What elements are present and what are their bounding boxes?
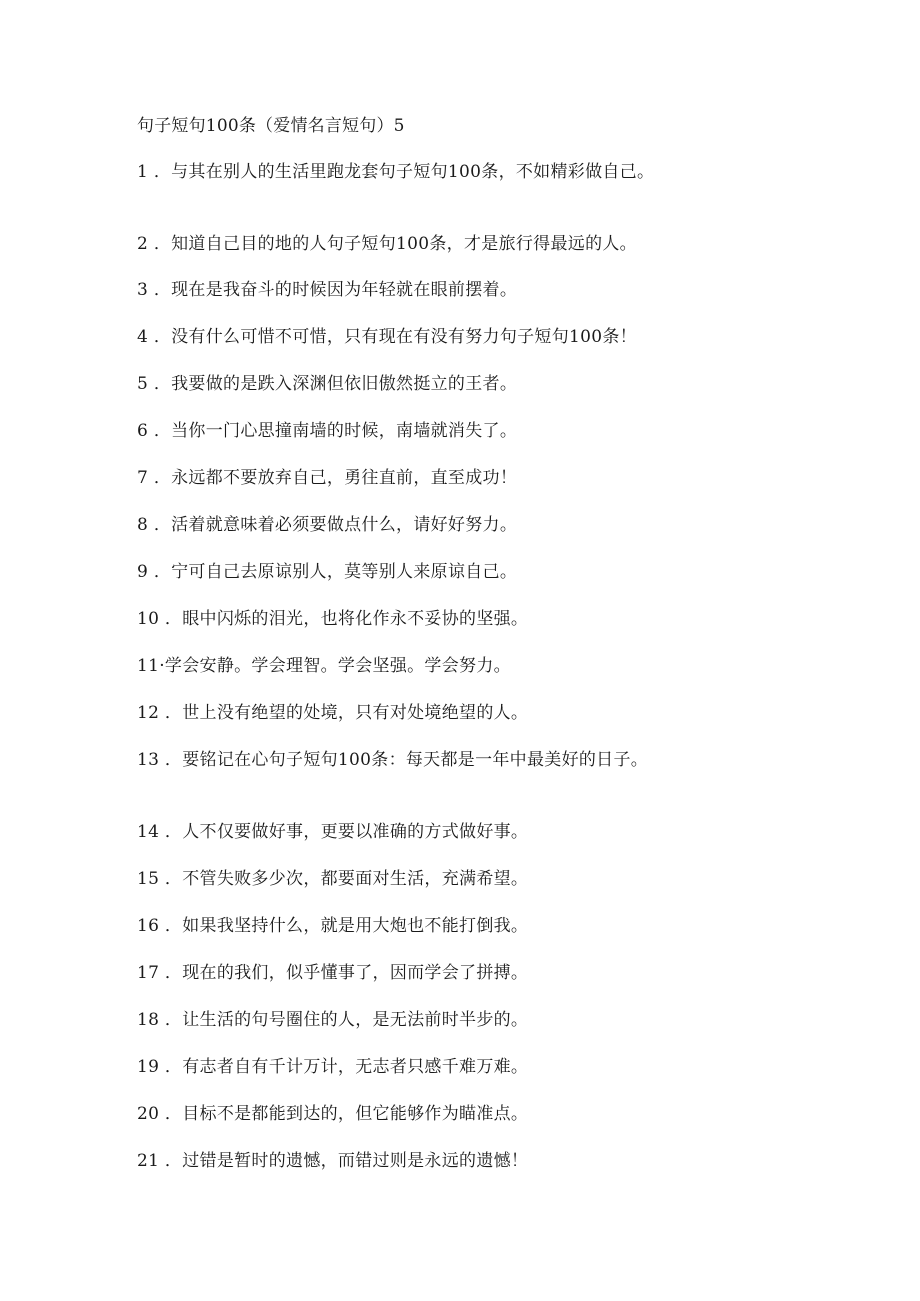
document-title: 句子短句100条（爱情名言短句）5	[137, 116, 405, 136]
quote-item-10: 10 ．眼中闪烁的泪光，也将化作永不妥协的坚强。	[137, 609, 529, 629]
quote-item-17: 17 ．现在的我们，似乎懂事了，因而学会了拼搏。	[137, 963, 529, 983]
quote-item-18: 18 ．让生活的句号圈住的人，是无法前时半步的。	[137, 1010, 529, 1030]
quote-item-6: 6 ．当你一门心思撞南墙的时候，南墙就消失了。	[137, 421, 518, 441]
quote-item-13: 13 ．要铭记在心句子短句100条：每天都是一年中最美好的日子。	[137, 750, 649, 770]
quote-item-12: 12 ．世上没有绝望的处境，只有对处境绝望的人。	[137, 703, 529, 723]
quote-item-16: 16 ．如果我坚持什么，就是用大炮也不能打倒我。	[137, 916, 529, 936]
quote-item-3: 3 ．现在是我奋斗的时候因为年轻就在眼前摆着。	[137, 280, 518, 300]
quote-item-11: 11·学会安静。学会理智。学会坚强。学会努力。	[137, 656, 511, 676]
quote-item-20: 20 ．目标不是都能到达的，但它能够作为瞄准点。	[137, 1104, 529, 1124]
quote-item-15: 15 ．不管失败多少次，都要面对生活，充满希望。	[137, 869, 529, 889]
quote-item-4: 4 ．没有什么可惜不可惜，只有现在有没有努力句子短句100条！	[137, 327, 637, 347]
quote-item-14: 14 ．人不仅要做好事，更要以准确的方式做好事。	[137, 822, 529, 842]
quote-item-7: 7 ．永远都不要放弃自己，勇往直前，直至成功！	[137, 468, 518, 488]
quote-item-8: 8 ．活着就意味着必须要做点什么，请好好努力。	[137, 515, 518, 535]
quote-item-2: 2 ．知道自己目的地的人句子短句100条，才是旅行得最远的人。	[137, 234, 637, 254]
quote-item-21: 21 ．过错是暂时的遗憾，而错过则是永远的遗憾！	[137, 1151, 529, 1171]
quote-item-5: 5 ．我要做的是跌入深渊但依旧傲然挺立的王者。	[137, 374, 518, 394]
quote-item-1: 1 ．与其在别人的生活里跑龙套句子短句100条，不如精彩做自己。	[137, 162, 655, 182]
quote-item-19: 19 ．有志者自有千计万计，无志者只感千难万难。	[137, 1057, 529, 1077]
quote-item-9: 9 ．宁可自己去原谅别人，莫等别人来原谅自己。	[137, 562, 518, 582]
